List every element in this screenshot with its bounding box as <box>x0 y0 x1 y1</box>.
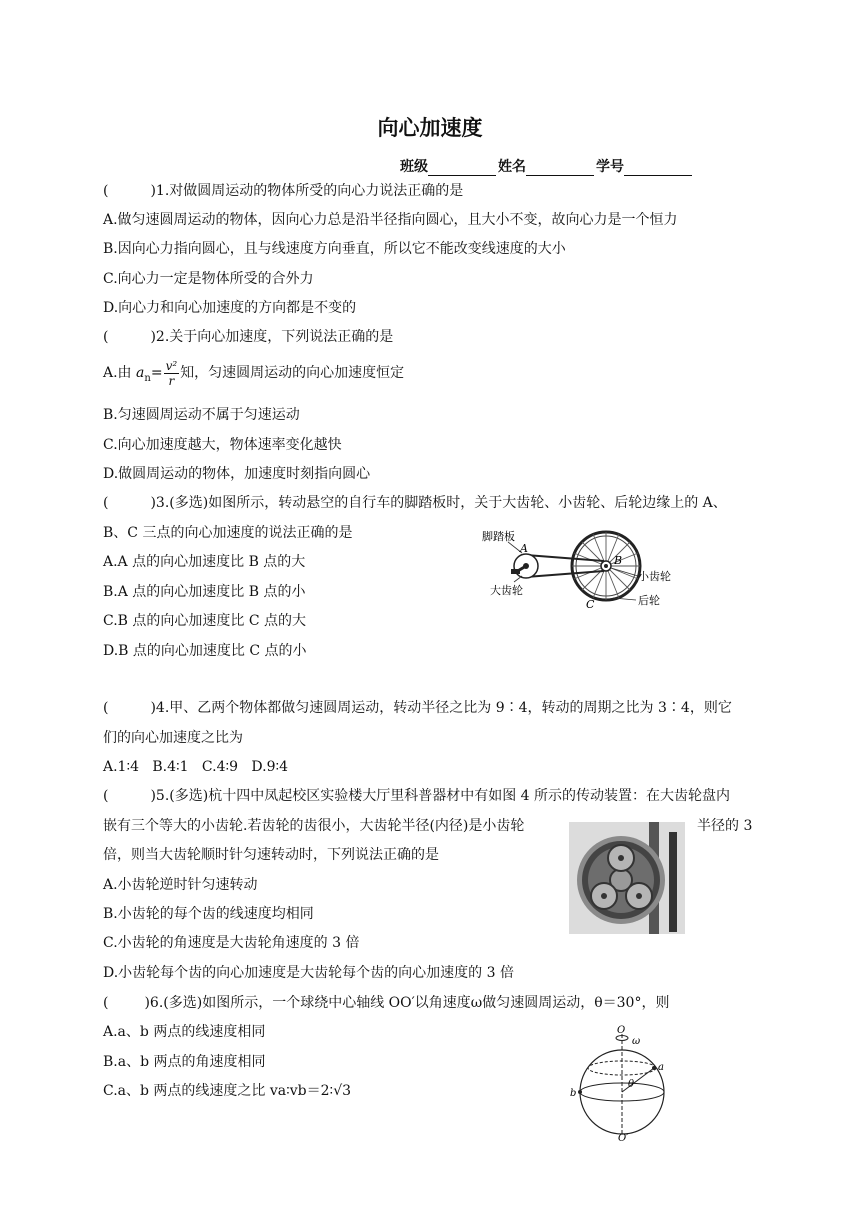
point-c-label: C <box>586 598 595 611</box>
q2-option-c: C.向心加速度越大，物体速率变化越快 <box>103 437 342 453</box>
q3-stem-line1: ( )3.(多选)如图所示，转动悬空的自行车的脚踏板时，关于大齿轮、小齿轮、后轮边缘上的 A、 <box>103 495 727 511</box>
q4-stem-line1: ( )4.甲、乙两个物体都做匀速圆周运动，转动半径之比为 9∶4，转动的周期之比为 3∶4，则它 <box>103 700 732 716</box>
q3-option-a: A.A 点的向心加速度比 B 点的大 <box>103 554 306 570</box>
q5-option-d: D.小齿轮每个齿的向心加速度是大齿轮每个齿的向心加速度的 3 倍 <box>103 965 514 981</box>
q1-option-b: B.因向心力指向圆心，且与线速度方向垂直，所以它不能改变线速度的大小 <box>103 241 566 257</box>
point-a-label: a <box>658 1062 664 1073</box>
q1-option-c: C.向心力一定是物体所受的合外力 <box>103 271 314 287</box>
omega-label: ω <box>632 1036 641 1047</box>
q6-option-a: A.a、b 两点的线速度相同 <box>103 1024 266 1040</box>
q5-option-a: A.小齿轮逆时针匀速转动 <box>103 877 258 893</box>
theta-label: θ <box>628 1079 635 1090</box>
q3-option-d: D.B 点的向心加速度比 C 点的小 <box>103 643 307 659</box>
name-blank[interactable] <box>526 161 594 176</box>
id-label: 学号 <box>596 159 624 175</box>
q1-option-d: D.向心力和向心加速度的方向都是不变的 <box>103 300 357 316</box>
q3-option-c: C.B 点的向心加速度比 C 点的大 <box>103 613 307 629</box>
q5-stem-line3: 倍，则当大齿轮顺时针匀速转动时，下列说法正确的是 <box>103 847 439 863</box>
point-b-label: b <box>570 1088 577 1099</box>
q3-option-b: B.A 点的向心加速度比 B 点的小 <box>103 584 306 600</box>
formula-fraction: $\frac{\text{v²}}{r}$ <box>165 358 178 388</box>
axis-top-label: O <box>617 1025 626 1036</box>
q2-option-a: A.由 $a_n=$ $\frac{\text{v²}}{r}$ 知，匀速圆周运动的向心加速度恒定 <box>103 358 405 388</box>
id-blank[interactable] <box>624 161 692 176</box>
q6-option-c: C.a、b 两点的线速度之比 va∶vb＝2∶√3 <box>103 1083 352 1099</box>
big-gear-label: 大齿轮 <box>490 584 523 597</box>
bicycle-gear-figure <box>478 524 678 616</box>
q6-option-b: B.a、b 两点的角速度相同 <box>103 1054 266 1070</box>
small-gear-label: 小齿轮 <box>638 570 671 583</box>
q5-option-c: C.小齿轮的角速度是大齿轮角速度的 3 倍 <box>103 935 360 951</box>
q1-option-a: A.做匀速圆周运动的物体，因向心力总是沿半径指向圆心，且大小不变，故向心力是一个恒力 <box>103 212 678 228</box>
point-a-label: A <box>520 542 528 555</box>
planetary-gear-photo <box>569 822 685 934</box>
rotating-sphere-figure <box>566 1024 676 1142</box>
q2-option-d: D.做圆周运动的物体，加速度时刻指向圆心 <box>103 466 371 482</box>
q5-stem-line2b: 半径的 3 <box>697 818 753 834</box>
q3-stem-line2: B、C 三点的向心加速度的说法正确的是 <box>103 525 353 541</box>
pedal-label: 脚踏板 <box>482 530 515 543</box>
rear-wheel-label: 后轮 <box>638 594 660 607</box>
q5-stem-line2a: 嵌有三个等大的小齿轮.若齿轮的齿很小，大齿轮半径(内径)是小齿轮 <box>103 818 525 834</box>
class-blank[interactable] <box>428 161 496 176</box>
q2-option-b: B.匀速圆周运动不属于匀速运动 <box>103 407 300 423</box>
student-info-line <box>400 156 694 176</box>
axis-bottom-label: O′ <box>618 1133 629 1142</box>
name-label: 姓名 <box>498 159 526 175</box>
page-title: 向心加速度 <box>377 116 483 140</box>
q5-stem-line1: ( )5.(多选)杭十四中凤起校区实验楼大厅里科普器材中有如图 4 所示的传动装置：在大齿轮盘内 <box>103 788 731 804</box>
q6-stem: ( )6.(多选)如图所示，一个球绕中心轴线 OO′以角速度ω做匀速圆周运动，θ＝30°，则 <box>103 995 670 1011</box>
q2-stem: ( )2.关于向心加速度，下列说法正确的是 <box>103 329 394 345</box>
q5-option-b: B.小齿轮的每个齿的线速度均相同 <box>103 906 314 922</box>
class-label: 班级 <box>400 159 428 175</box>
q1-stem: ( )1.对做圆周运动的物体所受的向心力说法正确的是 <box>103 183 464 199</box>
point-b-label: B <box>614 554 623 567</box>
q4-options: A.1∶4 B.4∶1 C.4∶9 D.9∶4 <box>103 759 289 775</box>
q4-stem-line2: 们的向心加速度之比为 <box>103 730 243 746</box>
